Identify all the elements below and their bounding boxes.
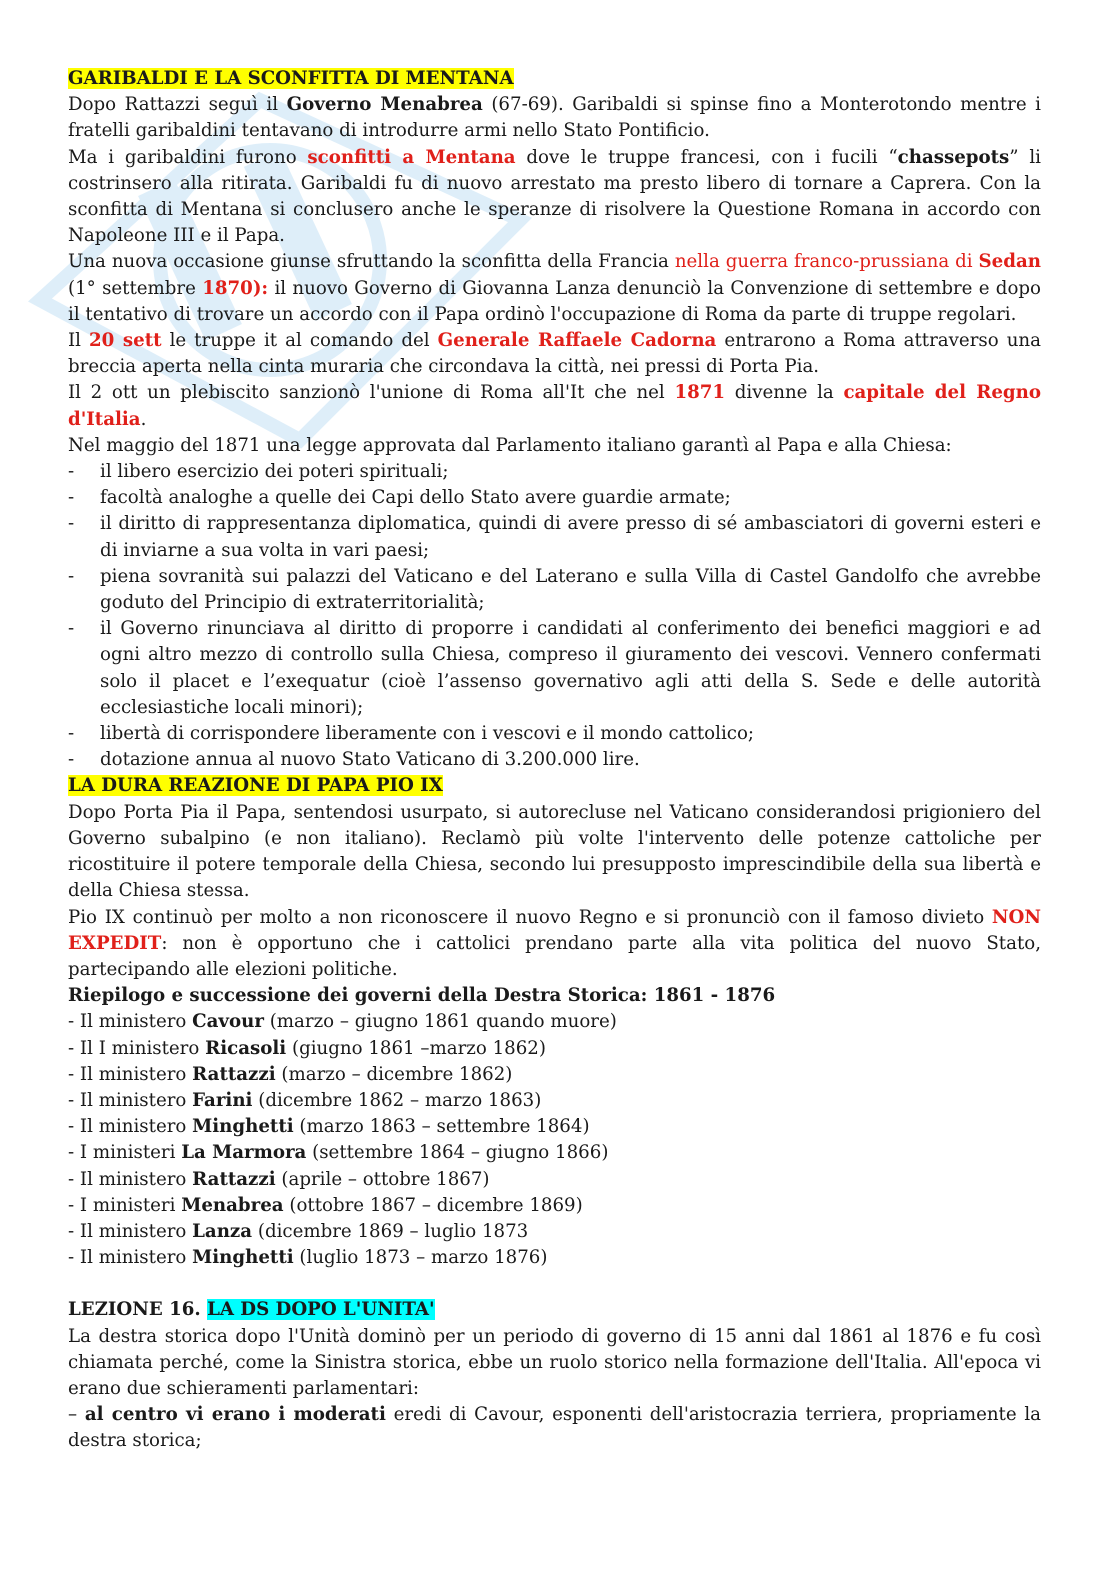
list-item: - Il ministero Rattazzi (aprile – ottobre 1867) bbox=[68, 1168, 490, 1190]
list-item: - dotazione annua al nuovo Stato Vaticano di 3.200.000 lire. bbox=[68, 747, 1041, 773]
document-page bbox=[68, 66, 1041, 1455]
paragraph: Pio IX continuò per molto a non riconoscere il nuovo Regno e si pronunciò con il famoso divieto NON EXPEDIT: non è opportuno che i cattolici prendano parte alla vita politica del nuovo Stato, partecipando alle elezioni politiche. bbox=[68, 906, 1041, 980]
lesson-heading: LEZIONE 16. LA DS DOPO L'UNITA' bbox=[68, 1299, 435, 1321]
list-item: - Il ministero Rattazzi (marzo – dicembre 1862) bbox=[68, 1063, 513, 1085]
list-item: - piena sovranità sui palazzi del Vaticano e del Laterano e sulla Villa di Castel Gandolfo che avrebbe goduto del Principio di extraterritorialità; bbox=[68, 564, 1041, 616]
section-heading-pio-ix: LA DURA REAZIONE DI PAPA PIO IX bbox=[68, 775, 443, 797]
paragraph: Dopo Porta Pia il Papa, sentendosi usurpato, si autorecluse nel Vaticano considerandosi prigioniero del Governo subalpino (e non italiano). Reclamò più volte l'intervento delle potenze cattoliche per ricostituire il potere temporale della Chiesa, secondo lui presupposto imprescindibile della sua libertà e della Chiesa stessa. bbox=[68, 801, 1041, 902]
list-item: - I ministeri La Marmora (settembre 1864 – giugno 1866) bbox=[68, 1142, 609, 1164]
spacer bbox=[68, 1271, 1041, 1297]
section-heading-mentana: GARIBALDI E LA SCONFITTA DI MENTANA bbox=[68, 68, 514, 89]
list-item: - Il ministero Cavour (marzo – giugno 1861 quando muore) bbox=[68, 1011, 617, 1033]
list-item: - libertà di corrispondere liberamente con i vescovi e il mondo cattolico; bbox=[68, 721, 1041, 747]
paragraph: Ma i garibaldini furono sconfitti a Mentana dove le truppe francesi, con i fucili “chassepots” li costrinsero alla ritirata. Garibaldi fu di nuovo arrestato ma presto libero di tornare a Caprera. Con la sconfitta di Mentana si conclusero anche le speranze di risolvere la Questione Romana in accordo con Napoleone III e il Papa. bbox=[68, 146, 1042, 247]
paragraph: Dopo Rattazzi seguì il Governo Menabrea (67-69). Garibaldi si spinse fino a Monterotondo mentre i fratelli garibaldini tentavano di introdurre armi nello Stato Pontificio. bbox=[68, 94, 1041, 142]
list-item: - Il ministero Minghetti (luglio 1873 – marzo 1876) bbox=[68, 1247, 548, 1269]
paragraph: Il 20 sett le truppe it al comando del Generale Raffaele Cadorna entrarono a Roma attraverso una breccia aperta nella cinta muraria che circondava la città, nei pressi di Porta Pia. bbox=[68, 330, 1041, 378]
paragraph: Nel maggio del 1871 una legge approvata dal Parlamento italiano garantì al Papa e alla Chiesa: bbox=[68, 434, 952, 456]
list-item: - Il ministero Farini (dicembre 1862 – marzo 1863) bbox=[68, 1089, 542, 1111]
list-item: - facoltà analoghe a quelle dei Capi dello Stato avere guardie armate; bbox=[68, 485, 1041, 511]
paragraph: – al centro vi erano i moderati eredi di Cavour, esponenti dell'aristocrazia terriera, propriamente la destra storica; bbox=[68, 1404, 1041, 1452]
list-item: - I ministeri Menabrea (ottobre 1867 – dicembre 1869) bbox=[68, 1194, 583, 1216]
paragraph: Il 2 ott un plebiscito sanzionò l'unione di Roma all'It che nel 1871 divenne la capitale del Regno d'Italia. bbox=[68, 382, 1041, 430]
list-item: - Il I ministero Ricasoli (giugno 1861 –marzo 1862) bbox=[68, 1037, 546, 1059]
paragraph: Una nuova occasione giunse sfruttando la sconfitta della Francia nella guerra franco-prussiana di Sedan (1° settembre 1870): il nuovo Governo di Giovanna Lanza denunciò la Convenzione di settembre e dopo il tentativo di trovare un accordo con il Papa ordinò l'occupazione di Roma da parte di truppe regolari. bbox=[68, 251, 1041, 325]
paragraph: La destra storica dopo l'Unità dominò per un periodo di governo di 15 anni dal 1861 al 1876 e fu così chiamata perché, come la Sinistra storica, ebbe un ruolo storico nella formazione dell'Italia. All'epoca vi erano due schieramenti parlamentari: bbox=[68, 1325, 1041, 1399]
guarantees-list bbox=[68, 459, 1041, 773]
summary-title: Riepilogo e successione dei governi della Destra Storica: 1861 - 1876 bbox=[68, 985, 776, 1007]
list-item: - Il ministero Minghetti (marzo 1863 – settembre 1864) bbox=[68, 1116, 590, 1138]
list-item: - il Governo rinunciava al diritto di proporre i candidati al conferimento dei benefici maggiori e ad ogni altro mezzo di controllo sulla Chiesa, compreso il giuramento dei vescovi. Vennero confermati solo il placet e l’exequatur (cioè l’assenso governativo agli atti della S. Sede e delle autorità ecclesiastiche locali minori); bbox=[68, 616, 1041, 721]
list-item: - Il ministero Lanza (dicembre 1869 – luglio 1873 bbox=[68, 1220, 529, 1242]
list-item: - il libero esercizio dei poteri spirituali; bbox=[68, 459, 1041, 485]
governments-list bbox=[68, 1009, 1041, 1271]
list-item: - il diritto di rappresentanza diplomatica, quindi di avere presso di sé ambasciatori di governi esteri e di inviarne a sua volta in vari paesi; bbox=[68, 511, 1041, 563]
